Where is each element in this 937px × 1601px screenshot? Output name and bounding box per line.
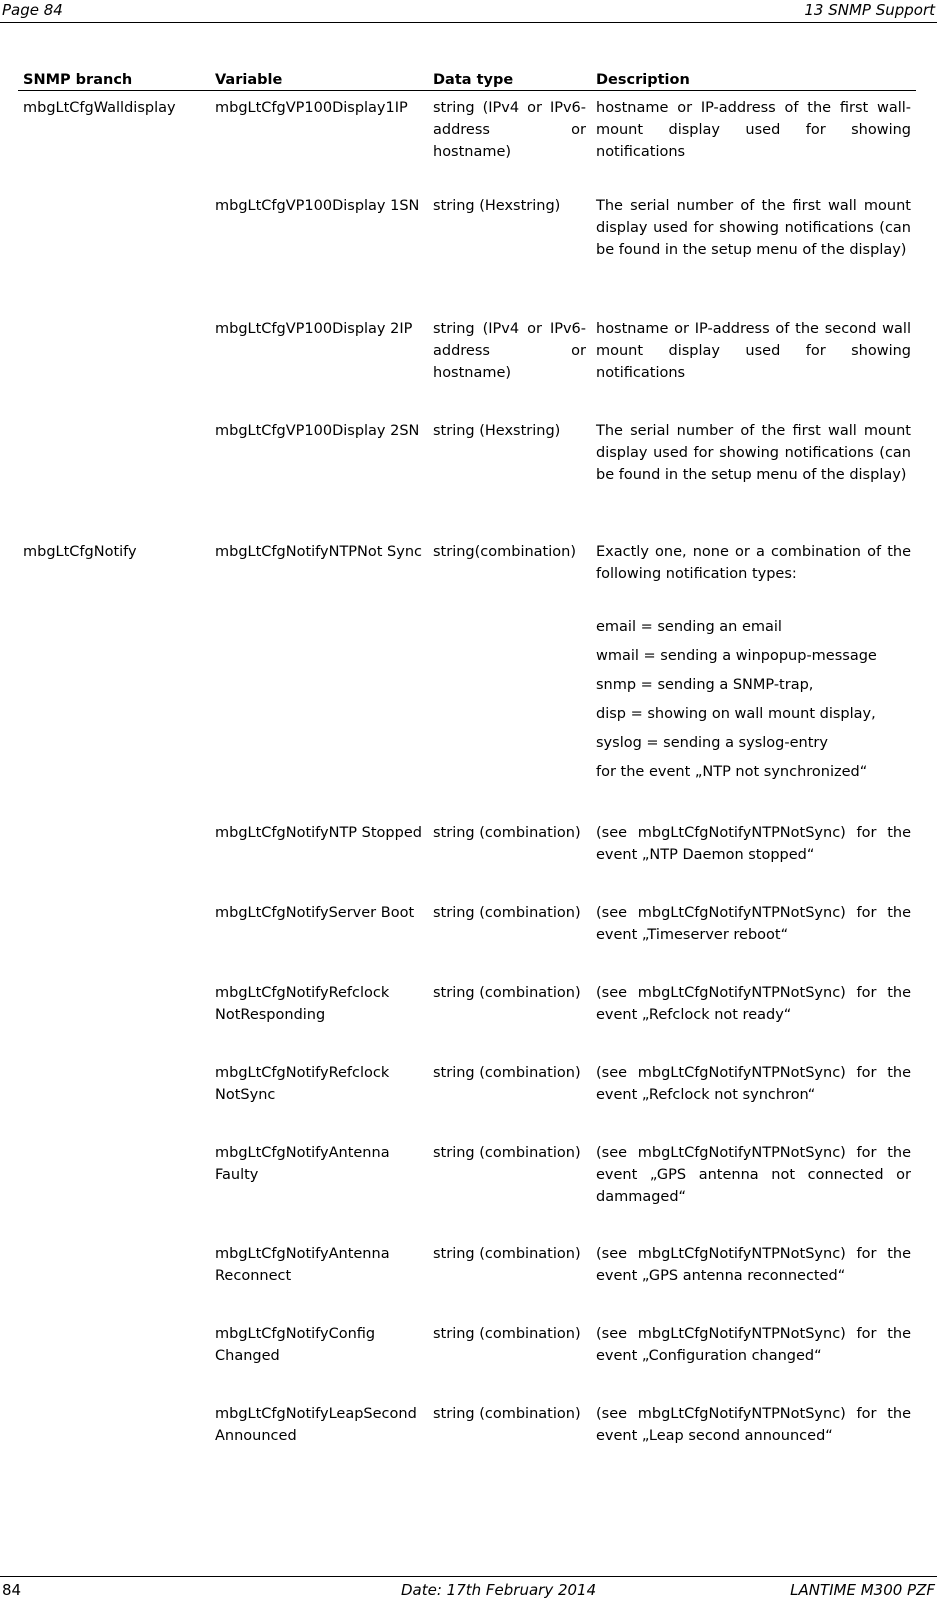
cell-variable: mbgLtCfgNotifyRefclock NotSync [215,1064,390,1103]
document-date: Date: 17th February 2014 [401,1581,597,1599]
cell-variable: mbgLtCfgVP100Display 2SN [215,422,420,439]
cell-datatype: string (combination) [433,984,581,1001]
page-header [0,0,937,24]
cell-datatype: string (IPv4 or IPv6-address or hostname) [433,320,586,381]
col-header-variable: Variable [210,64,428,91]
cell-branch [18,1401,210,1461]
cell-datatype: string(combination) [433,543,576,560]
cell-description: (see mbgLtCfgNotifyNTPNotSync) for the event „Leap second announced“ [596,1405,911,1444]
table-row [18,1241,916,1321]
cell-description: The serial number of the first wall mount display used for showing notifications (can be found in the setup menu of the display) [596,422,911,483]
table-header-row [18,64,916,91]
list-item: disp = showing on wall mount display, [596,705,876,722]
product-name: LANTIME M300 PZF [790,1581,935,1599]
cell-variable: mbgLtCfgNotifyRefclock NotResponding [215,984,390,1023]
col-header-description: Description [591,64,916,91]
cell-variable: mbgLtCfgNotifyNTPNot Sync [215,543,423,560]
page-number-footer: 84 [2,1581,22,1599]
cell-description: (see mbgLtCfgNotifyNTPNotSync) for the event „NTP Daemon stopped“ [596,824,911,863]
cell-description: (see mbgLtCfgNotifyNTPNotSync) for the event „Configuration changed“ [596,1325,911,1364]
list-item: syslog = sending a syslog-entry [596,734,828,751]
cell-branch: mbgLtCfgWalldisplay [23,100,176,116]
cell-branch [18,1060,210,1140]
table-row [18,316,916,418]
cell-description [591,539,916,820]
table-row [18,1140,916,1241]
cell-datatype: string (Hexstring) [433,422,561,439]
cell-variable: mbgLtCfgNotifyAntenna Faulty [215,1144,390,1183]
cell-datatype: string (IPv4 or IPv6-address or hostname) [433,100,586,160]
cell-datatype: string (Hexstring) [433,197,561,214]
list-item: for the event „NTP not synchronized“ [596,763,868,780]
list-item: email = sending an email [596,618,782,635]
cell-branch [18,1241,210,1321]
cell-variable: mbgLtCfgVP100Display 1SN [215,197,420,214]
cell-branch: mbgLtCfgNotify [23,543,137,560]
cell-branch [18,193,210,316]
cell-description: (see mbgLtCfgNotifyNTPNotSync) for the event „GPS antenna not connected or dammaged“ [596,1144,911,1205]
notification-type-list [596,613,911,787]
cell-branch [18,980,210,1060]
cell-datatype: string (combination) [433,824,581,841]
cell-description: (see mbgLtCfgNotifyNTPNotSync) for the event „Refclock not ready“ [596,984,911,1023]
table-row [18,1060,916,1140]
page-footer [0,1576,937,1601]
header-rule [0,22,937,23]
col-header-branch: SNMP branch [18,64,210,91]
cell-variable: mbgLtCfgVP100Display 2IP [215,320,413,337]
cell-variable: mbgLtCfgNotifyAntenna Reconnect [215,1245,390,1284]
cell-description: (see mbgLtCfgNotifyNTPNotSync) for the event „Timeserver reboot“ [596,904,911,943]
col-header-datatype: Data type [428,64,591,91]
cell-variable: mbgLtCfgNotifyServer Boot [215,904,415,921]
table-row [18,1321,916,1401]
table-row [18,418,916,539]
snmp-table [18,64,916,1461]
description-intro: Exactly one, none or a combination of the following notification types: [596,543,911,582]
cell-description: (see mbgLtCfgNotifyNTPNotSync) for the event „GPS antenna reconnected“ [596,1245,911,1284]
cell-description: (see mbgLtCfgNotifyNTPNotSync) for the event „Refclock not synchron“ [596,1064,911,1103]
table-row [18,91,916,193]
cell-branch [18,418,210,539]
cell-branch [18,316,210,418]
cell-description: The serial number of the first wall mount display used for showing notifications (can be found in the setup menu of the display) [596,197,911,258]
cell-branch [18,820,210,900]
cell-variable: mbgLtCfgVP100Display1IP [215,100,408,116]
cell-branch [18,1140,210,1241]
list-item: snmp = sending a SNMP-trap, [596,676,814,693]
cell-datatype: string (combination) [433,1064,581,1081]
cell-variable: mbgLtCfgNotifyLeapSecond Announced [215,1405,417,1444]
chapter-title: 13 SNMP Support [804,1,935,19]
cell-datatype: string (combination) [433,1405,581,1422]
table-row [18,820,916,900]
cell-datatype: string (combination) [433,1245,581,1262]
cell-variable: mbgLtCfgNotifyConfig Changed [215,1325,376,1364]
list-item: wmail = sending a winpopup-message [596,647,877,664]
table-row [18,193,916,316]
cell-description: hostname or IP-address of the second wall mount display used for showing notifications [596,320,911,381]
footer-rule [0,1576,937,1577]
cell-datatype: string (combination) [433,1325,581,1342]
cell-datatype: string (combination) [433,904,581,921]
page-number-header: Page 84 [2,1,63,19]
table-row [18,980,916,1060]
table-row [18,900,916,980]
cell-branch [18,1321,210,1401]
cell-datatype: string (combination) [433,1144,581,1161]
cell-branch [18,900,210,980]
cell-variable: mbgLtCfgNotifyNTP Stopped [215,824,422,841]
cell-description: hostname or IP-address of the first wall-mount display used for showing notifications [596,100,911,160]
table-row [18,539,916,820]
table-row [18,1401,916,1461]
